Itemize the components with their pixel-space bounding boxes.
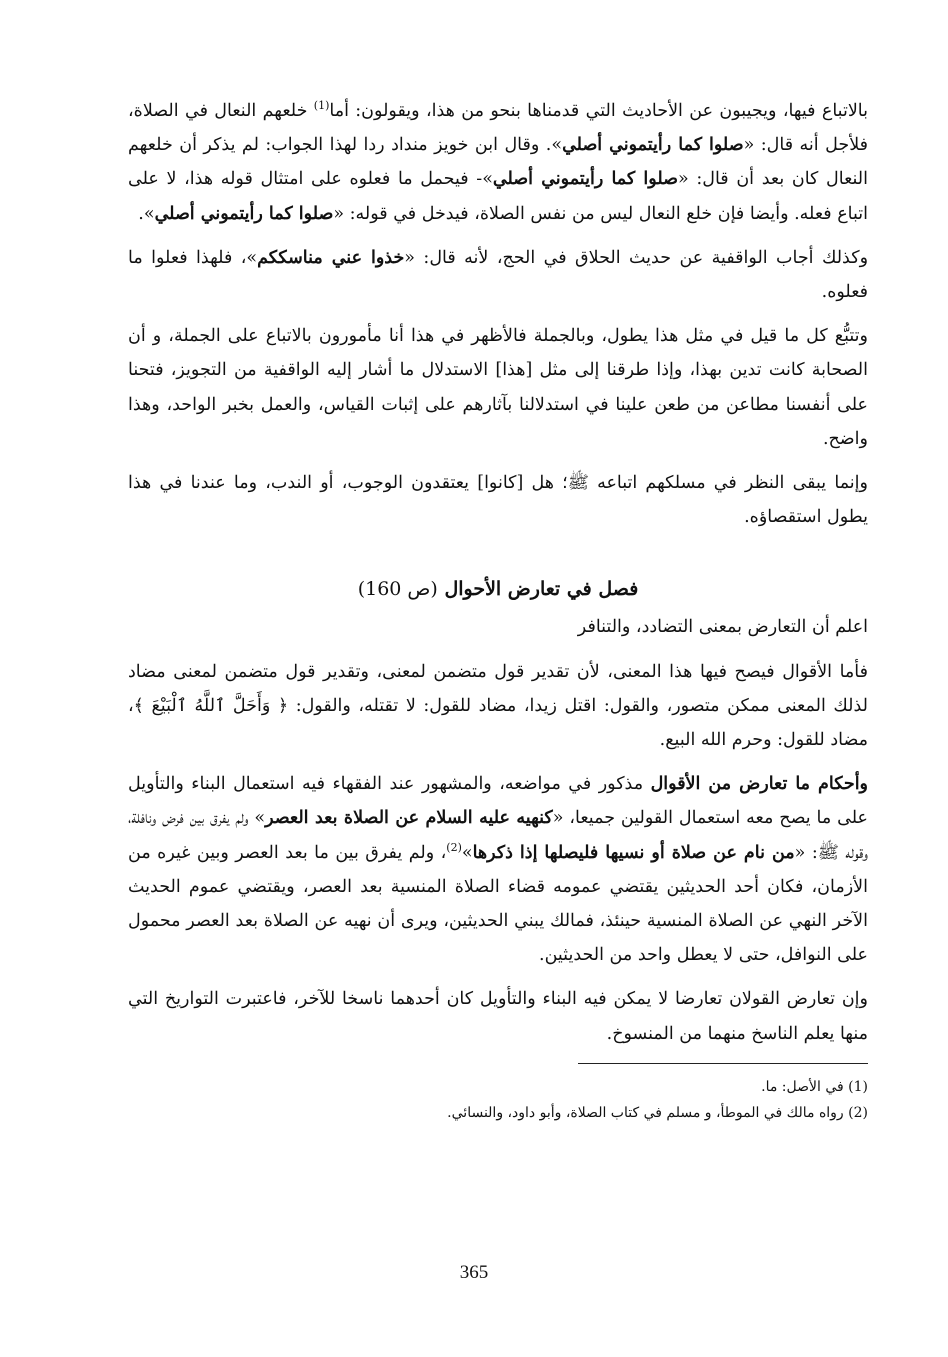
text-run: بالاتباع فيها، ويجيبون عن الأحاديث التي قدمناها بنحو من هذا، ويقولون: أما: [329, 101, 868, 121]
bold-quote: وأحكام ما تعارض من الأقوال: [650, 774, 869, 795]
text-run: وكذلك أجاب الواقفية عن حديث الحلاق في الحج، لأنه قال: «: [404, 247, 869, 268]
footnote-2: (2) رواه مالك في الموطأ، و مسلم في كتاب الصلاة، وأبو داود، والنسائي.: [447, 1104, 868, 1121]
paragraph: [128, 319, 868, 456]
section-heading: [128, 574, 868, 604]
text-run: ».: [138, 203, 155, 224]
footnote-1: (1) في الأصل: ما.: [761, 1078, 868, 1095]
page-body: [128, 94, 868, 1126]
bold-quote: كنهيه عليه السلام عن الصلاة بعد العصر: [265, 808, 553, 829]
text-run: اعلم أن التعارض بمعنى التضادد، والتنافر: [577, 617, 868, 638]
bold-quote: من نام عن صلاة أو نسيها فليصلها إذا ذكرها: [472, 842, 795, 863]
paragraph: [128, 767, 868, 972]
bold-quote: صلوا كما رأيتموني أصلي: [562, 135, 744, 156]
text-run: مذكور في مواضعه، والمشهور عند الفقهاء فيه استعمال البناء والتأويل على ما يصح معه استعمال القولين جميعا، «: [128, 774, 868, 829]
text-section-top: [128, 94, 868, 534]
text-run: فأما الأقوال فيصح فيها هذا المعنى، لأن تقدير قول متضمن لمعنى، وتقدير قول متضمن لمعنى مضاد لذلك المعنى ممكن متصور، والقول: اقتل زيدا، مضاد للقول: لا تقتله، والقول: ﴿ وَأَحَلَّ ٱللَّهُ ٱلْبَيْعَ ﴾، مضاد للقول: وحرم الله البيع.: [128, 661, 868, 751]
footnote-marker: (2): [446, 840, 462, 854]
page-number: 365: [459, 1262, 489, 1283]
bold-quote: خذوا عني مناسككم: [257, 247, 405, 268]
paragraph: [128, 655, 868, 758]
text-run: »: [461, 842, 473, 863]
text-section-bottom: [128, 610, 868, 1050]
bold-quote: صلوا كما رأيتموني أصلي: [492, 169, 678, 190]
text-run: خلعهم النعال في الصلاة، فلأجل أنه قال: «: [128, 101, 868, 156]
heading-page-ref: (ص 160): [357, 578, 438, 601]
paragraph: [128, 466, 868, 534]
footnote-marker: (1): [313, 99, 330, 113]
paragraph: [128, 982, 868, 1050]
heading-title: فصل في تعارض الأحوال: [444, 578, 639, 601]
text-run: وإنما يبقى النظر في مسلكهم اتباعه ﷺ؛ هل [كانوا] يعتقدون الوجوب، أو الندب، وما عندنا في هذا يطول استقصاؤه.: [128, 473, 868, 528]
paragraph: [128, 94, 868, 231]
footnote-divider: [578, 1063, 868, 1064]
text-run: ». وقال ابن خويز منداد ردا لهذا الجواب: لم يذكر أن خلعهم النعال كان بعد أن قال: «: [128, 135, 869, 190]
paragraph: [128, 241, 868, 309]
text-run: وإن تعارض القولان تعارضا لا يمكن فيه البناء والتأويل كان أحدهما ناسخا للآخر، فاعتبرت التواريخ التي منها يعلم الناسخ منهما من المنسوخ.: [128, 989, 868, 1044]
bold-quote: صلوا كما رأيتموني أصلي: [154, 203, 334, 224]
text-run: » ولم يفرق بين فرض ونافلة، وقوله ﷺ: «: [128, 808, 868, 863]
paragraph: [128, 610, 868, 644]
text-run: ، ولم يفرق بين ما بعد العصر وبين غيره من الأزمان، فكان أحد الحديثين يقتضي عمومه قضاء الصلاة المنسية بعد العصر، ويقتضي عموم الحديث الآخر النهي عن الصلاة المنسية حينئذ، فمالك يبني الحديثين، ويرى أن نهيه عن الصلاة بعد العصر محمول على النوافل، حتى لا يعطل واحد من الحديثين.: [128, 842, 868, 966]
text-run: »- فيحمل ما فعلوه على امتثال قوله هذا، لا على اتباع فعله. وأيضا فإن خلع النعال ليس من نفس الصلاة، فيدخل في قوله: «: [128, 169, 868, 224]
footnotes: [128, 1074, 868, 1126]
text-run: »، فلهذا فعلوا ما فعلوه.: [128, 247, 868, 303]
text-run: وتتبُّع كل ما قيل في مثل هذا يطول، وبالجملة فالأظهر في هذا أنا مأمورون بالاتباع على الجملة، و أن الصحابة كانت تدين بهذا، وإذا طرقنا إلى مثل [هذا] الاستدلال ما أشار إليه الواقفية من التجويز، فتحنا على أنفسنا مطاعن من طعن علينا في استدلالنا بآثارهم على إثبات القياس، والعمل بخبر الواحد، وهذا واضح.: [128, 326, 868, 449]
